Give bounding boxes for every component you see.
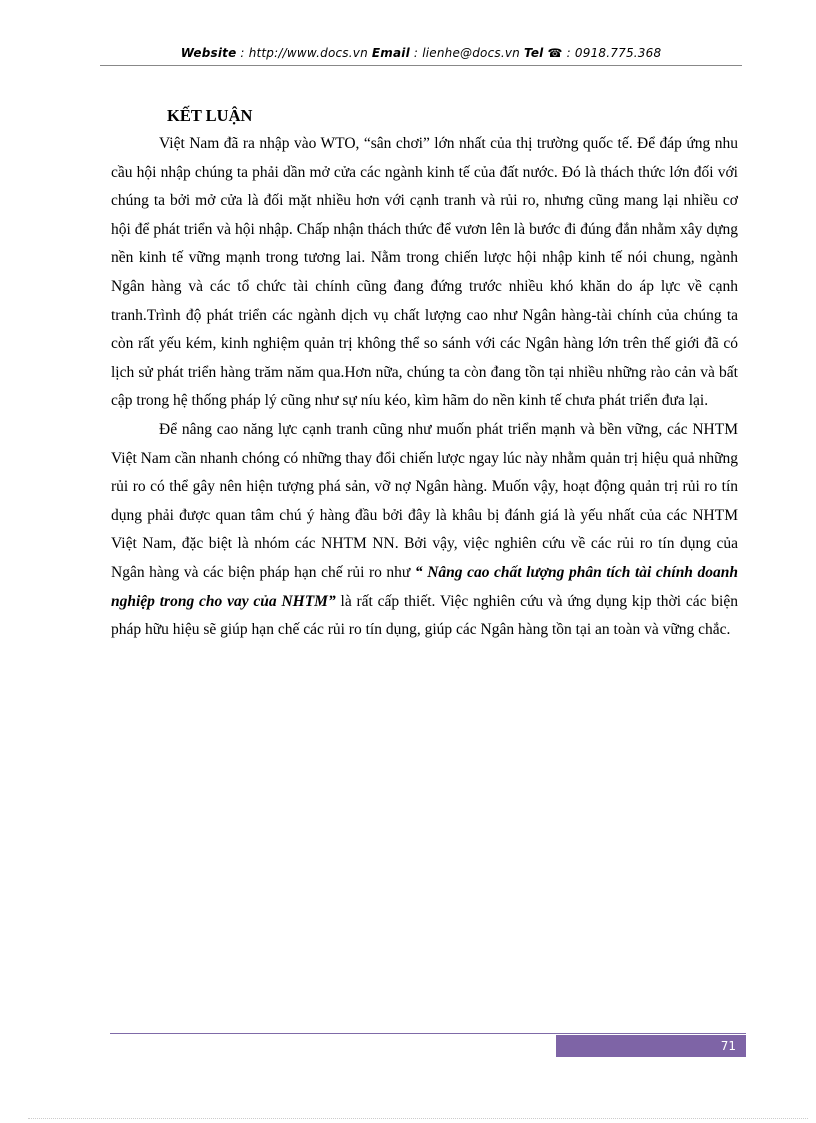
header-divider [100, 65, 742, 66]
email-label: Email [371, 46, 410, 60]
footer-divider [110, 1033, 746, 1034]
paragraph-2 [111, 416, 738, 645]
section-heading: KẾT LUẬN [167, 106, 253, 125]
page-bottom-border [28, 1118, 808, 1119]
page-number: 71 [556, 1035, 746, 1057]
tel-label: Tel [523, 46, 544, 60]
website-label: Website [180, 46, 237, 60]
phone-icon: ☎ [547, 46, 563, 60]
document-body [111, 96, 738, 645]
emphasized-thesis-title: “ Nâng cao chất lượng phân tích tài chính doanh nghiệp trong cho vay của NHTM” [111, 563, 738, 610]
email-value: : lienhe@docs.vn [409, 46, 524, 60]
tel-value: : 0918.775.368 [562, 46, 662, 60]
website-value: : http://www.docs.vn [236, 46, 372, 60]
paragraph-1: Việt Nam đã ra nhập vào WTO, “sân chơi” lớn nhất của thị trường quốc tế. Để đáp ứng nhu cầu hội nhập chúng ta phải dần mở cửa các ngành kinh tế của đất nước. Đó là thách thức lớn đối với chúng ta bởi mở cửa là đối mặt nhiều hơn với cạnh tranh và rủi ro, nhưng cũng mang lại nhiều cơ hội để phát triển và hội nhập. Chấp nhận thách thức để vươn lên là bước đi đúng đắn nhằm xây dựng nền kinh tế vững mạnh trong tương lai. Nằm trong chiến lược hội nhập kinh tế nói chung, ngành Ngân hàng và các tổ chức tài chính cũng đang đứng trước nhiều khó khăn do áp lực về cạnh tranh.Trình độ phát triển các ngành dịch vụ chất lượng cao như Ngân hàng-tài chính của chúng ta còn rất yếu kém, kinh nghiệm quản trị không thể so sánh với các Ngân hàng lớn trên thế giới đã có lịch sử phát triển hàng trăm năm qua.Hơn nữa, chúng ta còn đang tồn tại nhiều những rào cản và bất cập trong hệ thống pháp lý cũng như sự níu kéo, kìm hãm do nền kinh tế chưa phát triển đưa lại. [111, 135, 738, 410]
page-header [100, 46, 742, 60]
paragraph-2-text-start: Để nâng cao năng lực cạnh tranh cũng như muốn phát triển mạnh và bền vững, các NHTM Việt Nam cần nhanh chóng có những thay đổi chiến lược ngay lúc này nhằm quản trị hiệu quả những rủi ro có thể gây nên hiện tượng phá sản, vỡ nợ Ngân hàng. Muốn vậy, hoạt động quản trị rủi ro tín dụng phải được quan tâm chú ý hàng đầu bởi đây là khâu bị đánh giá là yếu nhất của các NHTM Việt Nam, đặc biệt là nhóm các NHTM NN. Bởi vậy, việc nghiên cứu về các rủi ro tín dụng của Ngân hàng và các biện pháp hạn chế rủi ro như [111, 420, 738, 581]
paragraph-2-text-end: là rất cấp thiết. Việc nghiên cứu và ứng dụng kịp thời các biện pháp hữu hiệu sẽ giúp hạn chế các rủi ro tín dụng, giúp các Ngân hàng tồn tại an toàn và vững chắc. [111, 592, 738, 639]
